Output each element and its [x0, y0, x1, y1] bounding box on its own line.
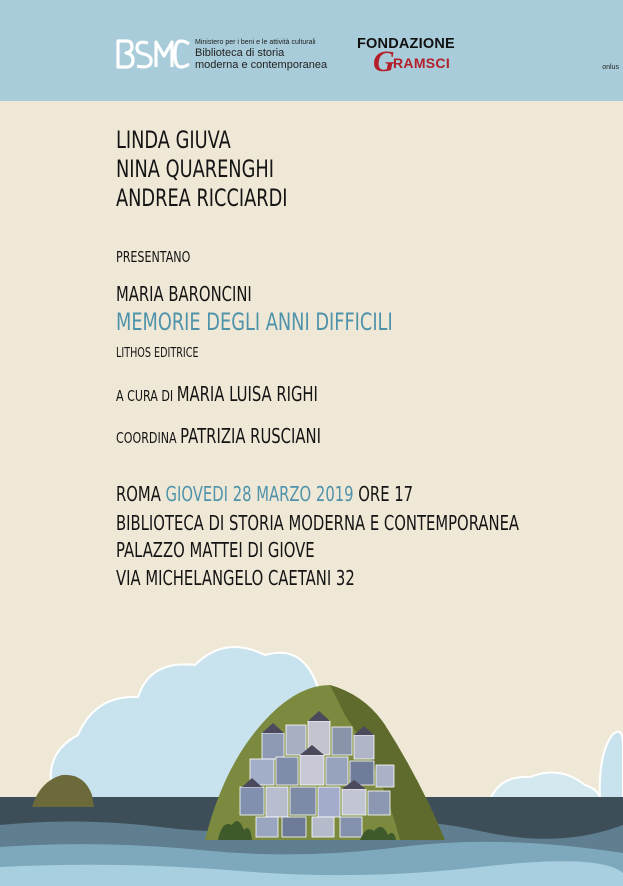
foundation-gramsci-rest: RAMSCI	[393, 55, 451, 71]
fondazione-gramsci-logo	[357, 36, 469, 78]
cloud-small-shape	[600, 732, 623, 800]
curated-prefix: A CURA DI	[116, 387, 177, 405]
library-line-1: Biblioteca di storia	[195, 47, 285, 59]
coordinates-line	[116, 424, 321, 448]
event-date: GIOVEDI 28 MARZO 2019	[160, 482, 359, 506]
event-line	[116, 482, 413, 506]
coordinates-prefix: COORDINA	[116, 429, 181, 447]
curated-line	[116, 382, 318, 406]
cloud-low-shape	[490, 773, 600, 801]
curator-name: MARIA LUISA RIGHI	[176, 382, 318, 406]
event-time: ORE 17	[358, 482, 414, 506]
foundation-g-letter: G	[373, 45, 395, 78]
author-name: MARIA BARONCINI	[116, 282, 252, 306]
publisher: LITHOS EDITRICE	[116, 346, 199, 361]
presenter-1: LINDA GIUVA	[116, 126, 231, 154]
foundation-gramsci	[373, 45, 469, 78]
foundation-title: FONDAZIONE	[357, 36, 455, 52]
book-title: MEMORIE DEGLI ANNI DIFFICILI	[116, 308, 393, 336]
bsmc-logo	[115, 38, 191, 70]
event-venue: BIBLIOTECA DI STORIA MODERNA E CONTEMPORANEA	[116, 511, 520, 535]
event-palazzo: PALAZZO MATTEI DI GIOVE	[116, 538, 315, 562]
event-city: ROMA	[116, 482, 161, 506]
ministry-text: Ministero per i beni e le attività culturali	[195, 39, 316, 46]
bsmc-text-block	[195, 38, 327, 71]
event-address: VIA MICHELANGELO CAETANI 32	[116, 566, 355, 590]
foundation-onlus: onlus	[602, 64, 619, 71]
coordinator-name: PATRIZIA RUSCIANI	[180, 424, 321, 448]
presenter-3: ANDREA RICCIARDI	[116, 184, 288, 212]
presenter-2: NINA QUARENGHI	[116, 155, 274, 183]
library-line-2: moderna e contemporanea	[195, 59, 328, 71]
island-illustration	[0, 585, 623, 886]
presentano-label: PRESENTANO	[116, 248, 191, 266]
header-band	[0, 0, 623, 101]
